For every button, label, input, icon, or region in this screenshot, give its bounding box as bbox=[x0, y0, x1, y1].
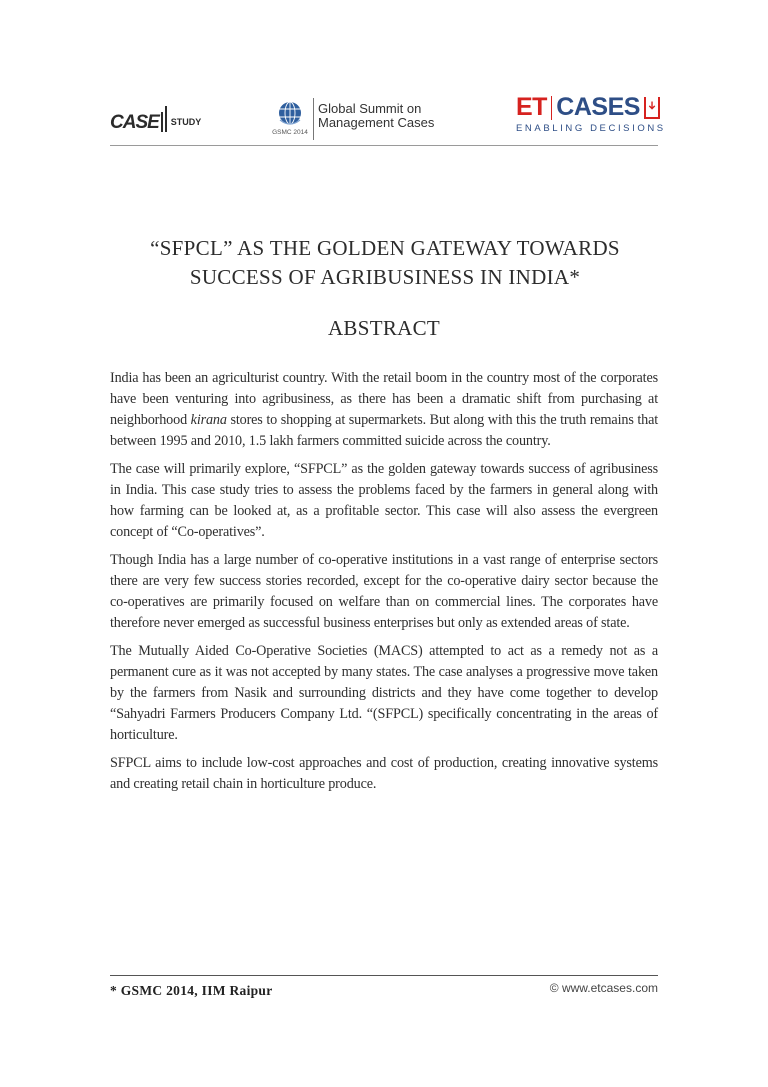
et-cases-tagline: ENABLING DECISIONS bbox=[516, 123, 666, 134]
gsmc-small-label: GSMC 2014 bbox=[272, 129, 308, 136]
et-cases-cases: CASES bbox=[556, 93, 640, 121]
abstract-heading: ABSTRACT bbox=[327, 316, 441, 340]
globe-icon bbox=[276, 98, 304, 128]
case-study-logo-study: STUDY bbox=[170, 117, 202, 127]
paragraph-1-italic: kirana bbox=[190, 412, 227, 428]
et-cases-separator bbox=[551, 96, 552, 120]
footer-divider bbox=[110, 975, 658, 976]
case-study-logo bbox=[110, 104, 201, 132]
gsmc-divider bbox=[313, 98, 314, 140]
document-title bbox=[100, 234, 670, 292]
paragraph-1-end: stores to shopping at supermarkets. But along with this the truth remains that between 1995 and 2010, 1.5 lakh farmers committed suicide across the country. bbox=[110, 412, 659, 449]
paragraph-2: The case will primarily explore, “SFPCL” as the golden gateway towards success of agribusiness in India. This case study tries to assess the problems faced by the farmers in general along with how farming can be looked at, as a profitable sector. This case will also assess the evergreen concept of “Co-operatives”. bbox=[110, 461, 658, 540]
paragraph-1 bbox=[110, 368, 658, 452]
copyright-link[interactable]: © www.etcases.com bbox=[549, 981, 658, 995]
paragraph-5: SFPCL aims to include low-cost approaches and cost of production, creating innovative systems and creating retail chain in horticulture produce. bbox=[110, 755, 658, 792]
case-study-logo-case: CASE bbox=[110, 112, 159, 133]
gsmc-logo bbox=[268, 98, 448, 142]
document-title-line2: SUCCESS OF AGRIBUSINESS IN INDIA* bbox=[189, 265, 581, 289]
gsmc-title-line2: Management Cases bbox=[318, 115, 435, 130]
paragraph-1-start: India has been an agriculturist country. With the retail boom in the country most of the corporates have been venturing into agribusiness, as there has been a dramatic shift from purchasing at neighborhood bbox=[110, 370, 658, 428]
footnote: * GSMC 2014, IIM Raipur bbox=[110, 983, 273, 998]
gsmc-title bbox=[318, 102, 434, 130]
paragraph-3: Though India has a large number of co-operative institutions in a vast range of enterprise sectors there are very few success stories recorded, except for the co-operative dairy sector because the co-operatives are primarily focused on welfare than on commercial lines. The corporates have therefore never emerged as successful business enterprises but only as extended areas of state. bbox=[110, 552, 658, 631]
et-cases-et: ET bbox=[516, 93, 547, 121]
download-icon bbox=[644, 97, 660, 119]
abstract-body bbox=[110, 368, 658, 802]
document-title-line1: “SFPCL” AS THE GOLDEN GATEWAY TOWARDS bbox=[150, 236, 620, 260]
header-divider bbox=[110, 145, 658, 146]
case-study-logo-bars bbox=[161, 106, 169, 132]
et-cases-wordmark bbox=[516, 94, 660, 121]
gsmc-title-line1: Global Summit on bbox=[318, 101, 422, 116]
paragraph-4: The Mutually Aided Co-Operative Societies (MACS) attempted to act as a remedy not as a permanent cure as it was not accepted by many states. The case analyses a progressive move taken by the farmers from Nasik and surrounding districts and they have come together to develop “Sahyadri Farmers Producers Company Ltd. “(SFPCL) specifically concentrating in the areas of horticulture. bbox=[110, 643, 658, 743]
et-cases-logo bbox=[516, 93, 666, 138]
